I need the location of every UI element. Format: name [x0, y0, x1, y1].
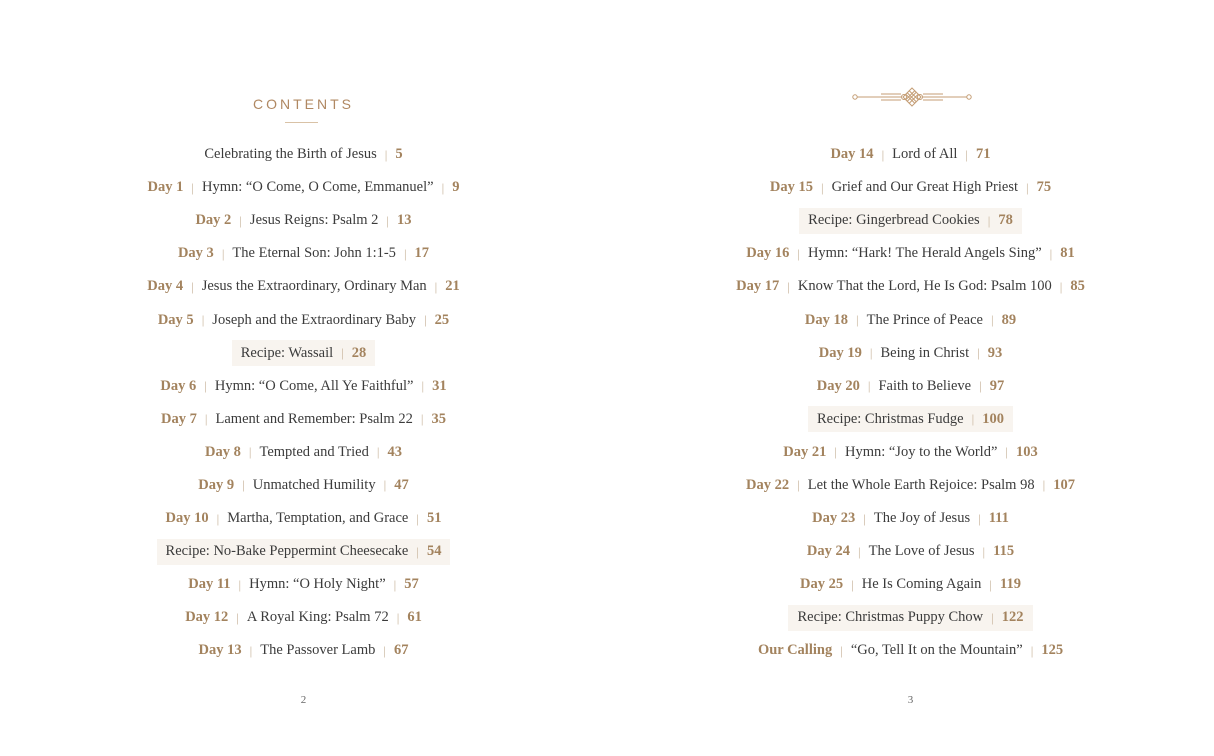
toc-entry-content: [799, 208, 1022, 234]
heading-divider: [285, 122, 318, 123]
entry-page-number: 85: [1070, 278, 1085, 295]
separator-bar: |: [384, 146, 388, 162]
entry-page-number: 43: [387, 443, 402, 460]
entry-page-number: 17: [414, 245, 430, 262]
toc-entry-content: [186, 208, 420, 234]
toc-entry-content: [157, 506, 451, 532]
toc-entry: [607, 303, 1214, 336]
toc-list-left: [0, 138, 607, 668]
separator-bar: |: [421, 378, 425, 394]
entry-day-label: Day 8: [205, 443, 241, 460]
separator-bar: |: [238, 576, 242, 592]
toc-entry: [0, 303, 607, 336]
entry-title: Hymn: “O Holy Night”: [249, 576, 386, 593]
separator-bar: |: [403, 245, 407, 261]
toc-entry-content: [196, 439, 411, 465]
separator-bar: |: [977, 345, 980, 361]
separator-bar: |: [867, 378, 871, 394]
toc-entry-content: [821, 142, 999, 168]
toc-entry-content: [179, 572, 428, 598]
toc-entry-content: [189, 472, 417, 498]
toc-entry: [0, 502, 607, 535]
separator-bar: |: [201, 312, 205, 328]
entry-page-number: 28: [351, 344, 367, 361]
entry-day-label: Day 24: [806, 543, 851, 560]
entry-title: Unmatched Humility: [252, 476, 376, 493]
separator-bar: |: [1059, 278, 1063, 294]
separator-bar: |: [420, 411, 424, 427]
toc-entry-recipe: [0, 337, 607, 370]
entry-title: The Prince of Peace: [866, 311, 983, 328]
separator-bar: |: [990, 312, 994, 328]
separator-bar: |: [858, 543, 861, 559]
entry-page-number: 78: [998, 212, 1013, 229]
toc-entry-content: [774, 439, 1046, 465]
entry-title: Joseph and the Extraordinary Baby: [212, 311, 417, 328]
toc-entry-content: [232, 340, 376, 366]
entry-day-label: Day 23: [812, 510, 856, 527]
toc-entry: [607, 469, 1214, 502]
entry-page-number: 81: [1060, 245, 1075, 262]
separator-bar: |: [221, 245, 225, 261]
entry-day-label: Day 25: [800, 576, 844, 593]
separator-bar: |: [386, 212, 390, 228]
entry-title: Hymn: “Joy to the World”: [844, 443, 998, 460]
entry-day-label: Day 9: [198, 476, 235, 493]
toc-entry-content: [149, 307, 458, 333]
separator-bar: |: [396, 609, 400, 625]
entry-title: Know That the Lord, He Is God: Psalm 100: [797, 278, 1052, 295]
toc-entry: [0, 436, 607, 469]
entry-day-label: Day 19: [818, 344, 862, 361]
toc-entry-content: [169, 241, 438, 267]
toc-entry: [0, 469, 607, 502]
toc-entry-content: [139, 175, 469, 201]
separator-bar: |: [341, 345, 344, 361]
separator-bar: |: [834, 444, 837, 460]
entry-day-label: Day 10: [165, 510, 209, 527]
entry-title: Hymn: “Hark! The Herald Angels Sing”: [807, 245, 1042, 262]
separator-bar: |: [383, 477, 387, 493]
separator-bar: |: [416, 510, 419, 526]
entry-page-number: 13: [397, 212, 412, 229]
toc-entry: [0, 568, 607, 601]
toc-entry: [607, 337, 1214, 370]
separator-bar: |: [856, 312, 859, 328]
separator-bar: |: [991, 609, 994, 625]
flourish-ornament-icon: [851, 86, 973, 108]
page-number-right: 3: [907, 694, 914, 706]
toc-entry: [0, 601, 607, 634]
separator-bar: |: [979, 378, 982, 394]
toc-entry-recipe: [607, 204, 1214, 237]
separator-bar: |: [441, 179, 445, 195]
entry-title: Martha, Temptation, and Grace: [227, 510, 409, 527]
separator-bar: |: [987, 212, 991, 228]
contents-heading: CONTENTS: [253, 96, 354, 113]
entry-title: The Love of Jesus: [868, 543, 975, 560]
toc-entry: [607, 370, 1214, 403]
separator-bar: |: [971, 411, 975, 427]
separator-bar: |: [249, 642, 253, 658]
toc-entry: [0, 634, 607, 667]
entry-day-label: Day 5: [157, 311, 194, 328]
toc-entry: [607, 568, 1214, 601]
toc-entry-recipe: [0, 535, 607, 568]
entry-page-number: 47: [394, 476, 409, 493]
right-page: [607, 0, 1214, 756]
entry-day-label: Day 1: [147, 179, 184, 196]
toc-entry: [0, 237, 607, 270]
toc-entry: [0, 204, 607, 237]
toc-entry-content: [138, 274, 469, 300]
toc-entry-content: [761, 175, 1060, 201]
separator-bar: |: [204, 378, 207, 394]
entry-page-number: 97: [989, 377, 1005, 394]
toc-entry-content: [796, 307, 1025, 333]
separator-bar: |: [393, 576, 397, 592]
separator-bar: |: [978, 510, 981, 526]
entry-title: The Joy of Jesus: [873, 510, 971, 527]
toc-entry-content: [737, 472, 1084, 498]
entry-day-label: Day 2: [195, 212, 232, 229]
entry-title: A Royal King: Psalm 72: [246, 609, 389, 626]
entry-page-number: 5: [395, 146, 403, 163]
toc-entry-recipe: [607, 403, 1214, 436]
entry-page-number: 125: [1041, 642, 1064, 659]
entry-day-label: Day 14: [830, 146, 874, 163]
toc-entry-content: [157, 539, 451, 565]
entry-title: Celebrating the Birth of Jesus: [204, 146, 377, 163]
entry-page-number: 100: [982, 410, 1004, 427]
entry-title: Recipe: No-Bake Peppermint Cheesecake: [165, 543, 409, 560]
entry-page-number: 93: [987, 344, 1003, 361]
toc-entry-content: [151, 373, 455, 399]
toc-list-right: [607, 138, 1214, 668]
separator-bar: |: [982, 543, 986, 559]
toc-entry: [607, 171, 1214, 204]
entry-day-label: Day 21: [783, 443, 827, 460]
toc-entry-content: [788, 605, 1032, 631]
toc-entry-content: [791, 572, 1030, 598]
entry-day-label: Day 7: [161, 410, 197, 427]
entry-day-label: Day 6: [160, 377, 197, 394]
separator-bar: |: [881, 146, 885, 162]
toc-entry-content: [810, 340, 1011, 366]
toc-entry: [0, 370, 607, 403]
separator-bar: |: [1030, 642, 1034, 658]
entry-title: Jesus Reigns: Psalm 2: [249, 212, 379, 229]
toc-entry-content: [195, 142, 411, 168]
entry-title: Recipe: Christmas Puppy Chow: [797, 609, 984, 626]
entry-page-number: 51: [426, 510, 442, 527]
separator-bar: |: [797, 245, 800, 261]
toc-entry: [607, 535, 1214, 568]
toc-entry-recipe: [607, 601, 1214, 634]
toc-entry: [0, 138, 607, 171]
separator-bar: |: [248, 444, 252, 460]
entry-title: Lord of All: [892, 146, 958, 163]
separator-bar: |: [434, 278, 438, 294]
toc-entry-content: [803, 506, 1018, 532]
toc-entry-content: [176, 605, 431, 631]
separator-bar: |: [965, 146, 969, 162]
separator-bar: |: [383, 642, 386, 658]
separator-bar: |: [840, 642, 843, 658]
toc-entry: [607, 634, 1214, 667]
entry-page-number: 57: [404, 576, 419, 593]
toc-entry: [607, 237, 1214, 270]
toc-entry: [0, 403, 607, 436]
entry-page-number: 61: [407, 609, 422, 626]
entry-page-number: 35: [431, 410, 446, 427]
entry-title: Hymn: “O Come, O Come, Emmanuel”: [202, 179, 434, 196]
entry-page-number: 71: [976, 146, 991, 163]
entry-page-number: 119: [1000, 576, 1021, 593]
toc-entry: [607, 138, 1214, 171]
toc-entry-content: [749, 638, 1072, 664]
entry-page-number: 115: [993, 543, 1015, 560]
separator-bar: |: [787, 278, 790, 294]
toc-entry-content: [190, 638, 418, 664]
entry-day-label: Day 3: [177, 245, 214, 262]
entry-day-label: Day 22: [746, 476, 790, 493]
toc-entry: [607, 436, 1214, 469]
separator-bar: |: [863, 510, 866, 526]
entry-page-number: 89: [1001, 311, 1017, 328]
entry-page-number: 54: [426, 543, 442, 560]
separator-bar: |: [424, 312, 427, 328]
separator-bar: |: [376, 444, 380, 460]
toc-entry: [0, 270, 607, 303]
entry-title: Let the Whole Earth Rejoice: Psalm 98: [807, 476, 1035, 493]
toc-entry-content: [727, 274, 1094, 300]
entry-title: Recipe: Gingerbread Cookies: [808, 212, 980, 229]
entry-day-label: Day 15: [769, 179, 813, 196]
entry-page-number: 75: [1036, 179, 1052, 196]
toc-entry-content: [737, 241, 1084, 267]
entry-day-label: Day 16: [746, 245, 790, 262]
entry-title: Jesus the Extraordinary, Ordinary Man: [201, 278, 427, 295]
entry-page-number: 111: [988, 510, 1009, 527]
page-number-left: 2: [300, 694, 307, 706]
toc-entry-content: [798, 539, 1023, 565]
entry-page-number: 103: [1015, 443, 1038, 460]
separator-bar: |: [797, 477, 800, 493]
toc-entry-content: [152, 406, 455, 432]
separator-bar: |: [1026, 179, 1029, 195]
entry-day-label: Day 17: [736, 278, 780, 295]
separator-bar: |: [869, 345, 873, 361]
separator-bar: |: [239, 212, 242, 228]
entry-page-number: 9: [452, 179, 460, 196]
entry-title: Grief and Our Great High Priest: [831, 179, 1019, 196]
entry-page-number: 67: [394, 642, 409, 659]
entry-day-label: Day 20: [816, 377, 860, 394]
entry-page-number: 107: [1053, 476, 1075, 493]
entry-title: Lament and Remember: Psalm 22: [215, 410, 413, 427]
entry-title: “Go, Tell It on the Mountain”: [850, 642, 1023, 659]
entry-day-label: Day 18: [804, 311, 849, 328]
separator-bar: |: [989, 576, 992, 592]
toc-entry: [0, 171, 607, 204]
entry-page-number: 122: [1001, 609, 1024, 626]
entry-title: Recipe: Wassail: [240, 344, 334, 361]
toc-entry-content: [808, 373, 1013, 399]
separator-bar: |: [204, 411, 208, 427]
separator-bar: |: [216, 510, 220, 526]
entry-title: Faith to Believe: [878, 377, 972, 394]
entry-title: Tempted and Tried: [259, 443, 369, 460]
entry-title: He Is Coming Again: [861, 576, 982, 593]
separator-bar: |: [416, 543, 419, 559]
separator-bar: |: [820, 179, 824, 195]
separator-bar: |: [1049, 245, 1053, 261]
entry-day-label: Our Calling: [757, 642, 833, 659]
entry-page-number: 21: [445, 278, 460, 295]
entry-title: The Eternal Son: John 1:1-5: [232, 245, 396, 262]
toc-entry-content: [808, 406, 1013, 432]
toc-entry: [607, 502, 1214, 535]
toc-entry: [607, 270, 1214, 303]
separator-bar: |: [191, 179, 195, 195]
entry-day-label: Day 13: [198, 642, 242, 659]
entry-title: The Passover Lamb: [260, 642, 376, 659]
separator-bar: |: [1005, 444, 1008, 460]
entry-day-label: Day 12: [185, 609, 229, 626]
entry-page-number: 31: [432, 377, 447, 394]
entry-title: Recipe: Christmas Fudge: [817, 410, 964, 427]
separator-bar: |: [242, 477, 245, 493]
entry-day-label: Day 4: [147, 278, 184, 295]
separator-bar: |: [236, 609, 239, 625]
separator-bar: |: [1042, 477, 1046, 493]
separator-bar: |: [851, 576, 854, 592]
entry-title: Hymn: “O Come, All Ye Faithful”: [214, 377, 414, 394]
separator-bar: |: [191, 278, 194, 294]
entry-title: Being in Christ: [880, 344, 970, 361]
entry-page-number: 25: [434, 311, 450, 328]
entry-day-label: Day 11: [188, 576, 231, 593]
